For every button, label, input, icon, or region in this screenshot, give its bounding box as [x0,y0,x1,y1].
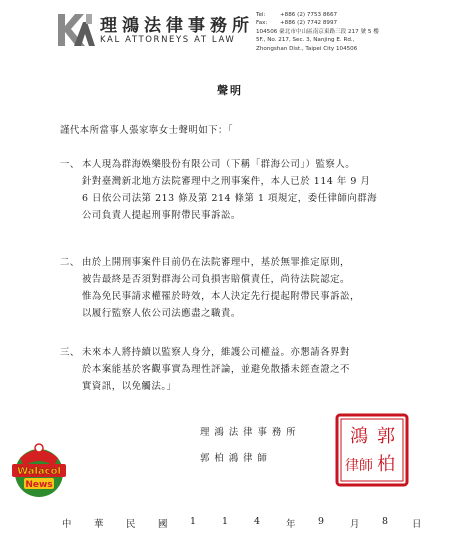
statement-item-3 [60,344,432,395]
date-char: 8 [382,516,388,527]
item-line: 於本案能基於客觀事實為理性評論，並避免散播未經查證之不 [82,364,350,375]
date-char: 9 [318,516,324,527]
firm-name-zh: 理鴻法律事務所 [100,16,254,36]
address-en-line-1: 5F., No. 217, Sec. 3, Nanjing E. Rd., [256,37,355,44]
date-char: 1 [190,516,196,527]
date-char: 華 [94,519,104,530]
item-line: 實資訊，以免觸法。」 [82,381,177,392]
document-title: 聲明 [217,84,243,97]
svg-text:律師: 律師 [345,458,373,474]
statement-item-1 [60,156,432,224]
item-line: 本人現為群海娛樂股份有限公司（下稱「群海公司」）監察人。 [82,159,356,170]
date-char: 日 [412,519,422,530]
item-number: 一、 [60,159,80,170]
item-line: 以履行監察人依公司法應盡之職責。 [82,308,241,319]
item-number: 二、 [60,257,80,268]
fax-label: Fax: [256,20,268,27]
walacol-news-badge [8,440,70,502]
date-char: 年 [286,519,296,530]
date-line [62,516,422,530]
statement-item-2 [60,254,432,322]
letterhead [0,0,460,68]
date-char: 國 [158,519,168,530]
tel-label: Tel: [256,12,266,18]
date-char: 1 [222,516,228,527]
item-line: 被告最終是否須對群海公司負損害賠償責任，尚待法院認定。 [82,274,350,285]
date-char: 4 [254,516,260,527]
contact-block [256,11,379,53]
signature-lawyer: 郭柏鴻律師 [200,453,272,464]
item-number: 三、 [60,347,80,358]
svg-text:柏: 柏 [377,454,395,475]
svg-text:News: News [25,480,53,490]
item-line: 公司負責人提起刑事附帶民事訴訟。 [82,210,241,221]
date-char: 中 [62,519,72,530]
date-char: 民 [126,519,136,530]
firm-name-en: KAL ATTORNEYS AT LAW [100,35,236,45]
address-en-line-2: Zhongshan Dist., Taipei City 104506 [256,45,358,52]
fax-number: +886 (2) 7742 8997 [280,20,338,27]
item-line: 針對臺灣新北地方法院審理中之刑事案件，本人已於 114 年 9 月 [82,176,371,187]
signature-firm: 理鴻法律事務所 [200,427,301,438]
item-line: 未來本人將持續以監察人身分，維護公司權益。亦懇請各界對 [82,347,350,358]
svg-text:鴻: 鴻 [350,426,368,447]
svg-text:Walacol: Walacol [17,466,61,477]
item-line: 6 日依公司法第 213 條及第 214 條第 1 項規定，委任律師向群海 [82,193,378,204]
firm-logo [56,12,96,48]
item-line: 惟為免民事請求權罹於時效，本人決定先行提起附帶民事訴訟， [82,291,360,302]
item-line: 由於上開刑事案件目前仍在法院審理中，基於無罪推定原則， [82,257,350,268]
intro-line: 謹代本所當事人張家寧女士聲明如下：「 [60,125,234,136]
tel-number: +886 (2) 7753 8667 [280,12,338,18]
svg-text:郭: 郭 [377,426,395,447]
address-zh: 104506 臺北市中山區南京東路三段 217 號 5 樓 [256,28,379,35]
date-char: 月 [350,519,360,530]
lawyer-seal-stamp [334,412,410,488]
